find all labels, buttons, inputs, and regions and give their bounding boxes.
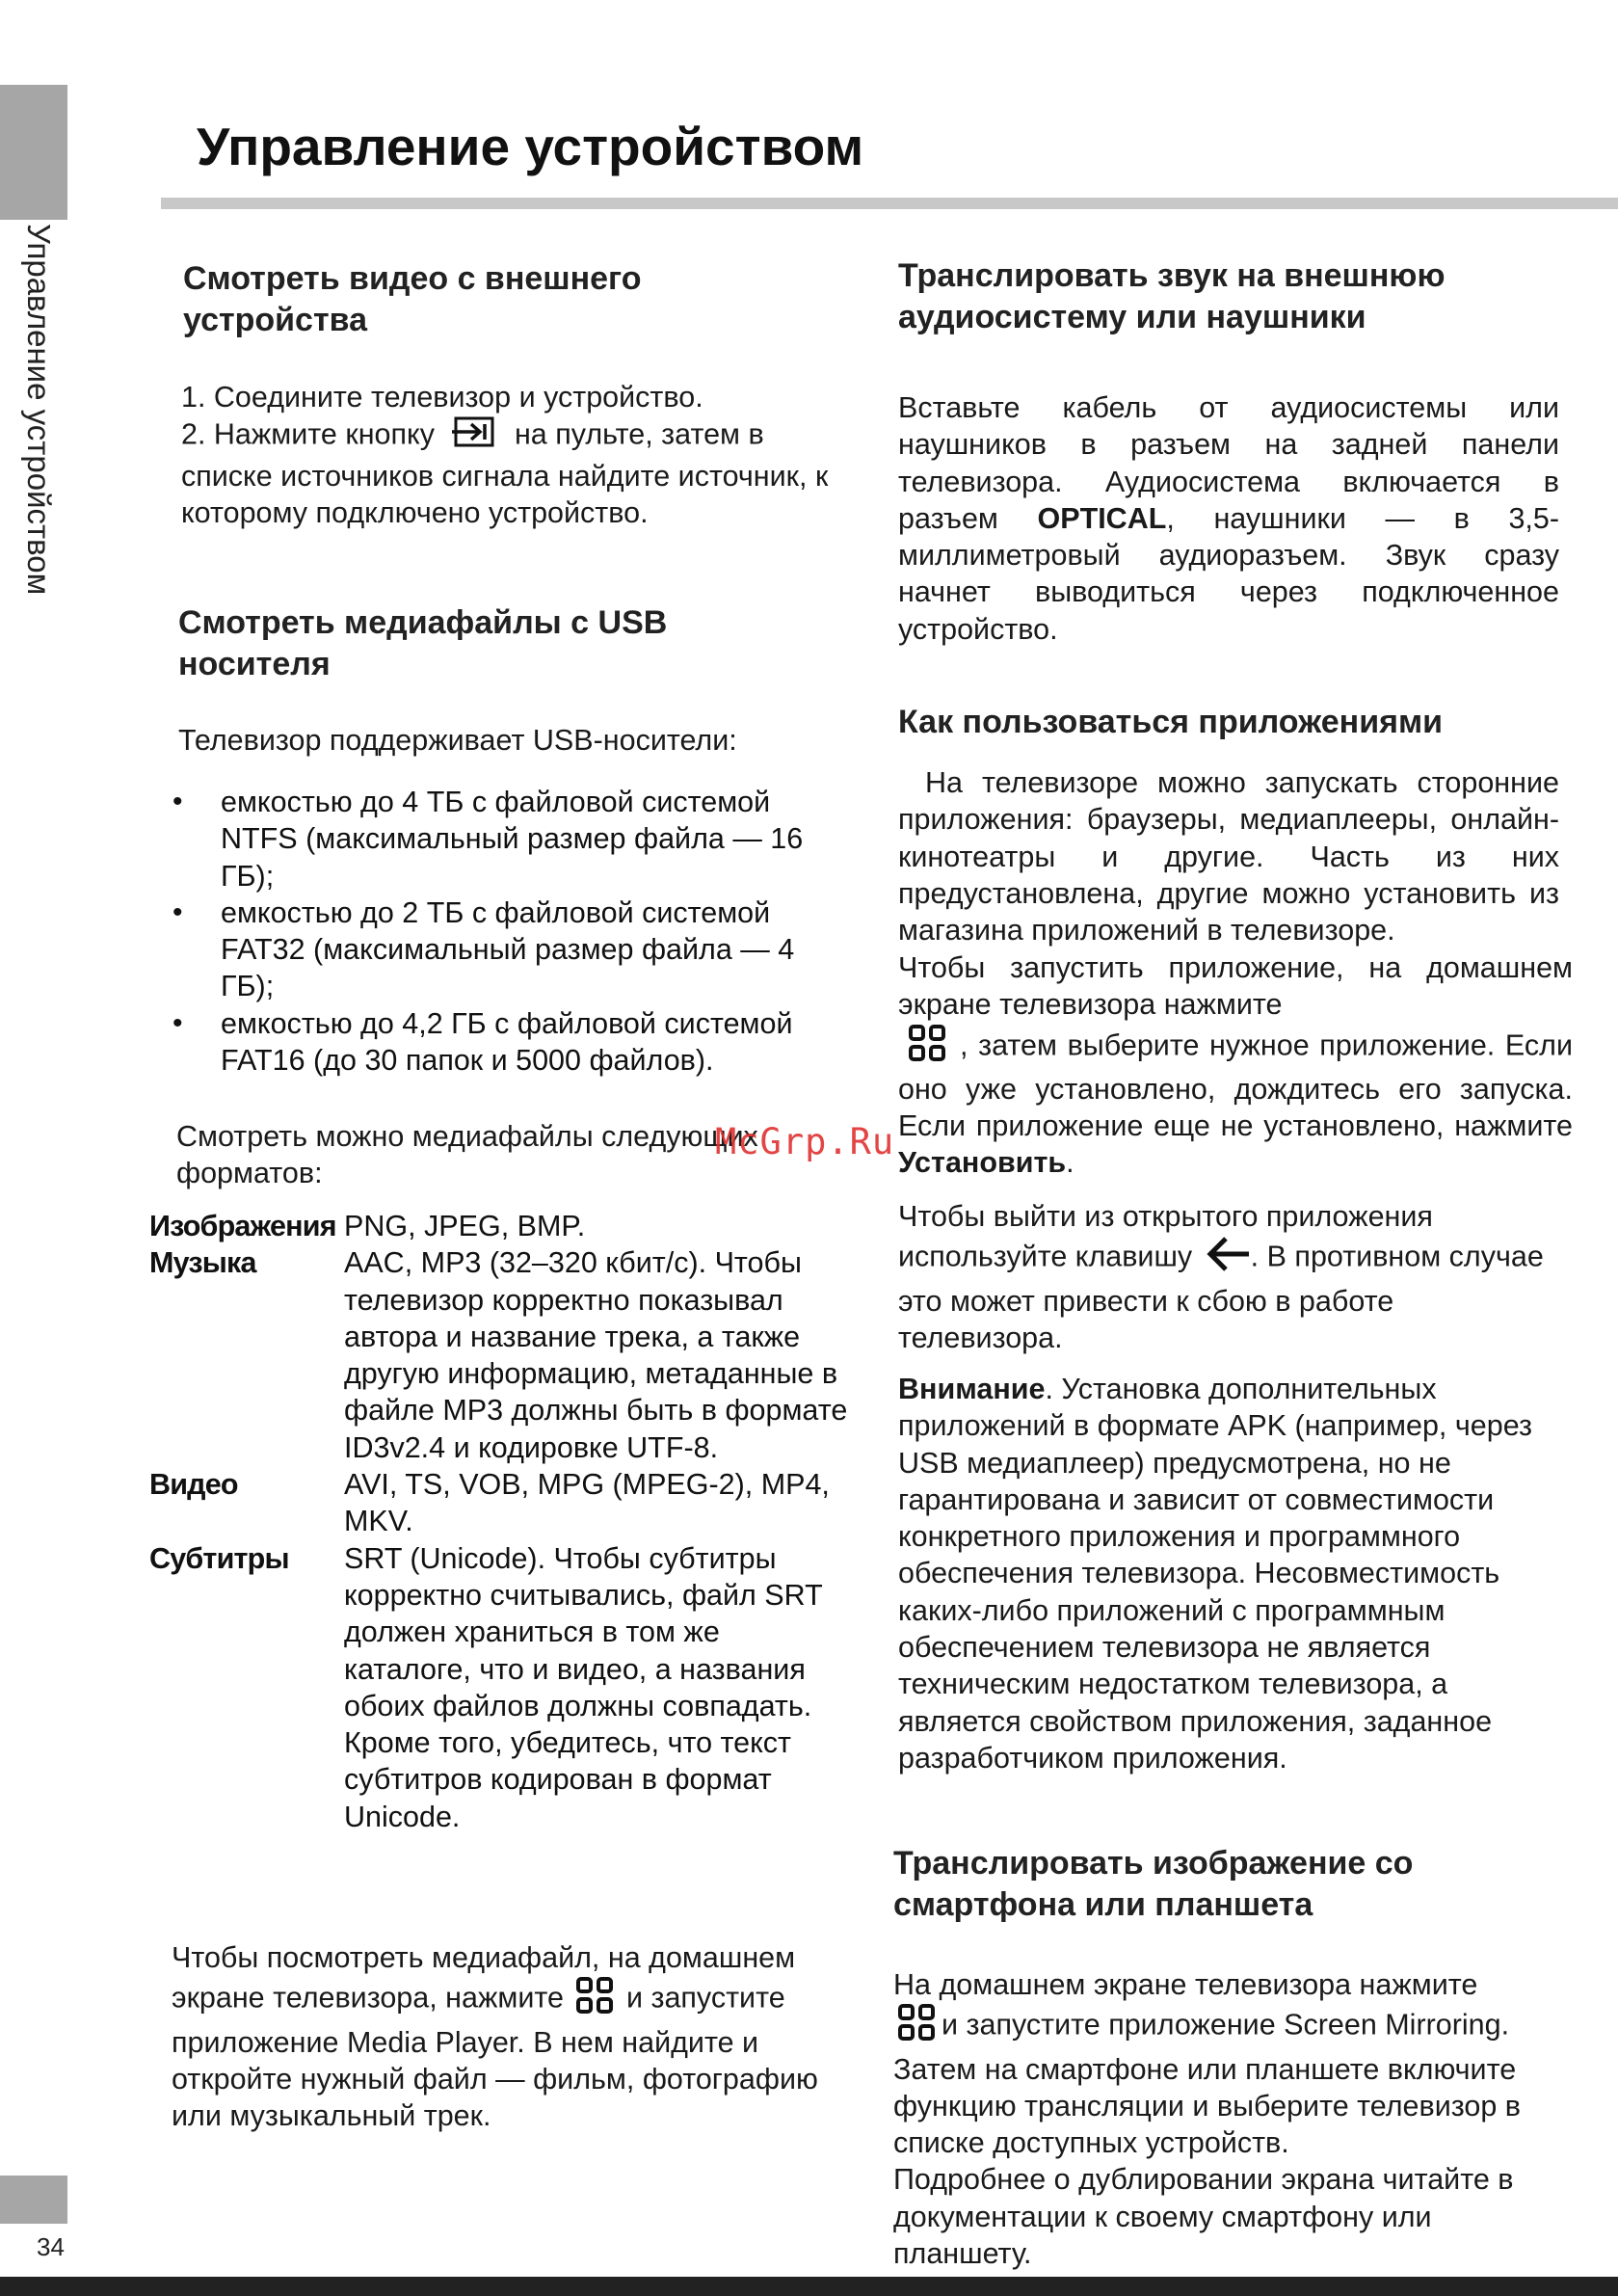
apps-warning-text (898, 1371, 1563, 1776)
format-row-images (149, 1208, 853, 1244)
apps-launch-text-after: , затем выберите нужное приложение. Если оно уже установлено, дождитесь его запуска. Если приложение еще не установлено, нажмите (898, 1028, 1573, 1143)
heading-external-video: Смотреть видео с внешнего устройства (183, 260, 642, 338)
list-item: • емкостью до 2 ТБ с файловой системой FAT32 (максимальный размер файла — 4 ГБ); (176, 894, 851, 1005)
apps-exit-text-after: . В противном случае это может привести к сбою в работе телевизора. (898, 1241, 1544, 1354)
format-row-subtitles (149, 1540, 853, 1835)
screen-mirroring-text (893, 1966, 1568, 2272)
heading-apps: Как пользоваться приложениями (898, 704, 1444, 740)
external-video-steps (181, 379, 856, 531)
heading-audio-output: Транслировать звук на внешнюю аудиосистему или наушники (898, 257, 1446, 335)
heading-usb-media: Смотреть медиафайлы с USB носителя (178, 604, 668, 682)
side-tab-marker (0, 85, 67, 220)
page-title: Управление устройством (197, 117, 864, 176)
apps-exit-text (898, 1198, 1563, 1356)
usb-support-intro: Телевизор поддерживает USB-носители: (178, 724, 737, 757)
list-item: • емкостью до 4,2 ГБ с файловой системой FAT16 (до 30 папок и 5000 файлов). (176, 1005, 851, 1080)
apps-grid-icon (908, 1024, 946, 1071)
mirroring-text-after: и запустите приложение Screen Mirroring. Затем на смартфоне или планшете включите функцию трансляции и выберите телевизор в списке доступных устройств. (893, 2009, 1521, 2160)
input-source-icon (452, 415, 496, 457)
format-key: Субтитры (149, 1541, 289, 1575)
format-row-music (149, 1244, 853, 1466)
apps-launch-text (898, 949, 1573, 1182)
bottom-bar (0, 2277, 1618, 2296)
mirroring-more-info: Подробнее о дублировании экрана читайте в документации к своему смартфону или планшету. (893, 2163, 1514, 2271)
formats-intro: Смотреть можно медиафайлы следующих форматов: (176, 1120, 758, 1190)
format-key: Изображения (149, 1210, 336, 1242)
audio-output-text (898, 389, 1559, 648)
audio-text-before: Вставьте кабель от аудиосистемы или наушников в разъем на задней панели телевизора. Аудиосистема включается в разъем (898, 391, 1559, 535)
heading-screen-mirroring: Транслировать изображение со смартфона или планшета (893, 1845, 1414, 1923)
step-1: 1. Соедините телевизор и устройство. (181, 381, 703, 414)
side-section-label: Управление устройством (21, 224, 57, 596)
format-value: AAC, MP3 (32–320 кбит/с). Чтобы телевизор корректно показывал автора и название трека, а также другую информацию, метаданные в файле MP3 должны быть в формате ID3v2.4 и кодировке UTF-8. (344, 1246, 848, 1464)
step-2 (181, 415, 856, 531)
format-row-video (149, 1466, 853, 1540)
format-value: SRT (Unicode). Чтобы субтитры корректно считывались, файл SRT должен храниться в том же каталоге, что и видео, а названия обоих файлов должны совпадать. Кроме того, убедитесь, что текст субтитров кодирован в формат Unicode. (344, 1541, 823, 1833)
formats-table (149, 1208, 853, 1835)
warning-text: . Установка дополнительных приложений в формате APK (например, через USB медиаплеер) предусмотрена, но не гарантирована и зависит от совместимости конкретного приложения и программного обеспечения телевизора. Несовместимость каких-либо приложений с программным обеспечением телевизора не является техническим недостатком телевизора, а является свойством приложения, заданное разработчиком приложения. (898, 1373, 1532, 1775)
watermark: McGrp.Ru (715, 1121, 895, 1162)
install-label: Установить (898, 1146, 1067, 1180)
step-2-text-before: 2. Нажмите кнопку (181, 418, 435, 452)
list-item: • емкостью до 4 ТБ с файловой системой NTFS (максимальный размер файла — 16 ГБ); (176, 784, 851, 894)
media-player-text-before: Чтобы посмотреть медиафайл, на домашнем экране телевизора, нажмите (172, 1941, 796, 2016)
title-divider (161, 198, 1618, 209)
step-2-text-after: на пульте, затем в списке источников сигнала найдите источник, к которому подключено устройство. (181, 418, 829, 529)
format-value: PNG, JPEG, BMP. (344, 1210, 586, 1242)
format-key: Видео (149, 1468, 238, 1502)
usb-capacity-list (176, 784, 851, 1079)
apps-intro: На телевизоре можно запускать сторонние приложения: браузеры, медиаплееры, онлайн-кинотеатры и другие. Часть из них предустановлена, другие можно установить из магазина приложений в телевизоре. (898, 766, 1559, 948)
apps-exit-text-before: Чтобы выйти из открытого приложения используйте клавишу (898, 1200, 1433, 1274)
apps-launch-text-end: . (1066, 1146, 1074, 1180)
mirroring-text-before: На домашнем экране телевизора нажмите (893, 1968, 1478, 2001)
warning-label: Внимание (898, 1373, 1046, 1405)
format-value: AVI, TS, VOB, MPG (MPEG-2), MP4, MKV. (344, 1468, 830, 1538)
apps-grid-icon (897, 2003, 936, 2050)
page-number: 34 (37, 2232, 65, 2261)
apps-grid-icon (575, 1976, 614, 2023)
back-arrow-icon (1205, 1235, 1251, 1282)
media-player-instructions (172, 1939, 846, 2134)
media-player-text-after: и запустите приложение Media Player. В нем найдите и откройте нужный файл — фильм, фотографию или музыкальный трек. (172, 1982, 818, 2133)
format-key: Музыка (149, 1246, 256, 1280)
optical-port-label: OPTICAL (1037, 501, 1167, 535)
page-number-tab (0, 2176, 67, 2224)
audio-text-after: , наушники — в 3,5-миллиметровый аудиоразъем. Звук сразу начнет выводиться через подключенное устройство. (898, 501, 1559, 646)
apps-launch-text-before: Чтобы запустить приложение, на домашнем экране телевизора нажмите (898, 951, 1573, 1022)
